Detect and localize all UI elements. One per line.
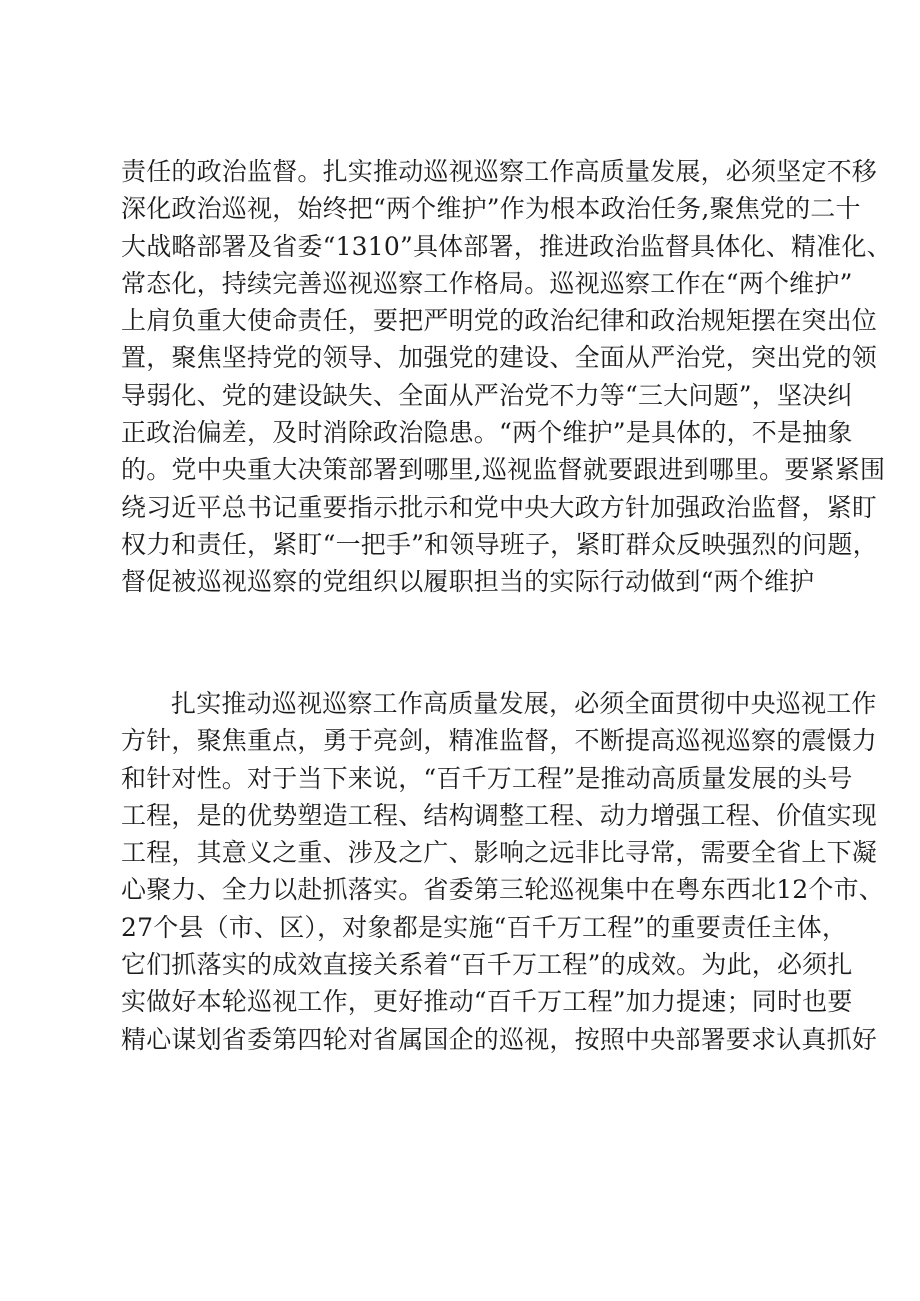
paragraph-1-line: 督促被巡视巡察的党组织以履职担当的实际行动做到“两个维护 bbox=[121, 567, 815, 597]
paragraph-2-line: 实做好本轮巡视工作，更好推动“百千万工程”加力提速；同时也要 bbox=[121, 987, 853, 1017]
paragraph-1-line: 正政治偏差，及时消除政治隐患。“两个维护”是具体的，不是抽象 bbox=[121, 418, 853, 448]
paragraph-1-line: 导弱化、党的建设缺失、全面从严治党不力等“三大问题”，坚决纠 bbox=[121, 380, 853, 410]
paragraph-2-line: 工程，其意义之重、涉及之广、影响之远非比寻常，需要全省上下凝 bbox=[121, 838, 878, 868]
paragraph-2-line: 和针对性。对于当下来说，“百千万工程”是推动高质量发展的头号 bbox=[121, 763, 853, 793]
paragraph-1-line: 上肩负重大使命责任，要把严明党的政治纪律和政治规矩摆在突出位 bbox=[121, 306, 878, 336]
paragraph-1-line: 置，聚焦坚持党的领导、加强党的建设、全面从严治党，突出党的领 bbox=[121, 343, 878, 373]
paragraph-2-line: 它们抓落实的成效直接关系着“百千万工程”的成效。为此，必须扎 bbox=[121, 950, 853, 980]
paragraph-2-line: 心聚力、全力以赴抓落实。省委第三轮巡视集中在粤东西北12个市、 bbox=[121, 875, 885, 905]
paragraph-1-line: 的。党中央重大决策部署到哪里,巡视监督就要跟进到哪里。要紧紧围 bbox=[121, 455, 886, 485]
paragraph-2-first-line: 扎实推动巡视巡察工作高质量发展，必须全面贯彻中央巡视工作 bbox=[171, 689, 877, 718]
paragraph-2-line: 工程，是的优势塑造工程、结构调整工程、动力增强工程、价值实现 bbox=[121, 800, 878, 830]
paragraph-1 bbox=[121, 153, 892, 601]
paragraph-2-line: 精心谋划省委第四轮对省属国企的巡视，按照中央部署要求认真抓好 bbox=[121, 1024, 878, 1054]
paragraph-1-line: 绕习近平总书记重要指示批示和党中央大政方针加强政治监督，紧盯 bbox=[121, 492, 878, 522]
paragraph-2 bbox=[121, 685, 885, 1058]
paragraph-1-line: 常态化，持续完善巡视巡察工作格局。巡视巡察工作在“两个维护” bbox=[121, 268, 853, 298]
paragraph-1-line: 权力和责任，紧盯“一把手”和领导班子，紧盯群众反映强烈的问题， bbox=[121, 529, 878, 559]
paragraph-1-line: 责任的政治监督。扎实推动巡视巡察工作高质量发展，必须坚定不移 bbox=[121, 157, 878, 186]
paragraph-1-line: 深化政治巡视，始终把“两个维护”作为根本政治任务,聚焦党的二十 bbox=[121, 194, 861, 224]
paragraph-1-line: 大战略部署及省委“1310”具体部署，推进政治监督具体化、精准化、 bbox=[121, 231, 892, 261]
paragraph-2-line: 方针，聚焦重点，勇于亮剑，精准监督，不断提高巡视巡察的震慑力 bbox=[121, 726, 878, 756]
paragraph-2-line: 27个县（市、区），对象都是实施“百千万工程”的重要责任主体， bbox=[121, 912, 848, 942]
